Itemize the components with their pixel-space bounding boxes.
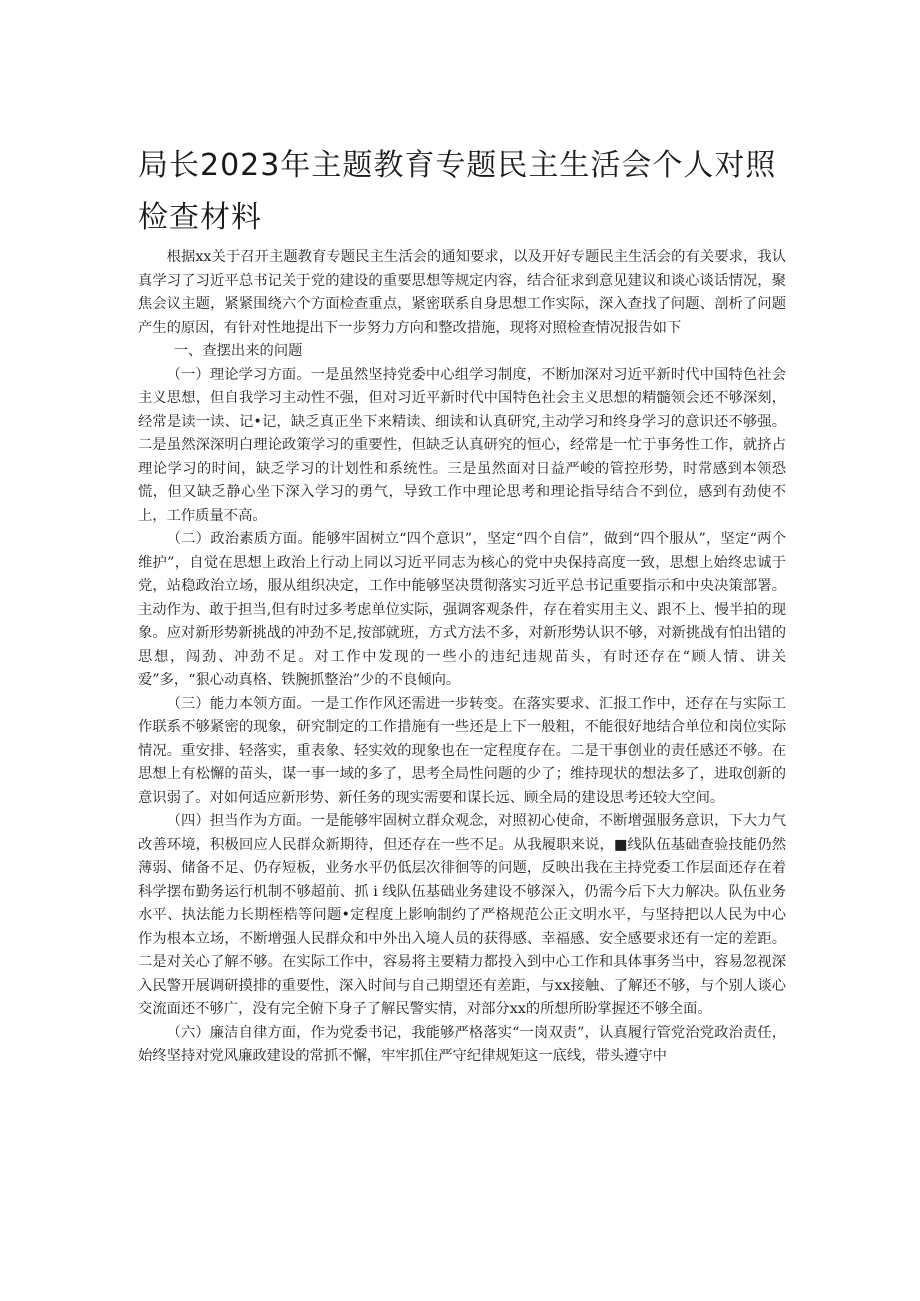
document-body	[138, 246, 786, 1069]
paragraph-ability: （三）能力本领方面。一是工作作风还需进一步转变。在落实要求、汇报工作中，还存在与实际工作联系不够紧密的现象，研究制定的工作措施有一些还是上下一般粗，不能很好地结合单位和岗位实际情况。重安排、轻落实，重表象、轻实效的现象也在一定程度存在。二是干事创业的责任感还不够。在思想上有松懈的苗头，谋一事一域的多了，思考全局性问题的少了；维持现状的想法多了，进取创新的意识弱了。对如何适应新形势、新任务的现实需要和谋长远、顾全局的建设思考还较大空间。	[138, 695, 786, 806]
paragraph-responsibility: （四）担当作为方面。一是能够牢固树立群众观念，对照初心使命，不断增强服务意识，下大力气改善环境，积极回应人民群众新期待，但还存在一些不足。从我履职来说，■线队伍基础查验技能仍然薄弱、储备不足、仍存短板，业务水平仍低层次徘徊等的问题，反映出我在主持党委工作层面还存在着科学摆布勤务运行机制不够超前、抓 i 线队伍基础业务建设不够深入，仍需今后下大力解决。队伍业务水平、执法能力长期桎梏等问题•定程度上影响制约了严格规范公正文明水平，与坚持把以人民为中心作为根本立场，不断增强人民群众和中外出入境人员的获得感、幸福感、安全感要求还有一定的差距。二是对关心了解不够。在实际工作中，容易将主要精力都投入到中心工作和具体事务当中，容易忽视深入民警开展调研摸排的重要性，深入时间与自己期望还有差距，与xx接触、了解还不够，与个别人谈心交流面还不够广，没有完全俯下身子了解民警实情，对部分xx的所想所盼掌握还不够全面。	[138, 813, 786, 1017]
paragraph-intro: 根据xx关于召开主题教育专题民主生活会的通知要求，以及开好专题民主生活会的有关要求，我认真学习了习近平总书记关于党的建设的重要思想等规定内容，结合征求到意见建议和谈心谈话情况，聚焦会议主题，紧紧围绕六个方面检查重点，紧密联系自身思想工作实际，深入查找了问题、剖析了问题产生的原因，有针对性地提出下一步努力方向和整改措施，现将对照检查情况报告如下	[138, 249, 786, 336]
paragraph-political-quality: （二）政治素质方面。能够牢固树立“四个意识”，坚定“四个自信”，做到“四个服从”，坚定“两个维护”，自觉在思想上政治上行动上同以习近平同志为核心的党中央保持高度一致，思想上始终忠诚于党，站稳政治立场，服从组织决定，工作中能够坚决贯彻落实习近平总书记重要指示和中央决策部署。主动作为、敢于担当,但有时过多考虑单位实际，强调客观条件，存在着实用主义、跟不上、慢半拍的现象。应对新形势新挑战的冲劲不足,按部就班，方式方法不多，对新形势认识不够，对新挑战有怕出错的思想，闯劲、冲劲不足。对工作中发现的一些小的违纪违规苗头，有时还存在“顾人情、讲关爱”多，“狠心动真格、铁腕抓整治”少的不良倾向。	[138, 531, 786, 688]
paragraph-integrity: （六）廉洁自律方面，作为党委书记，我能够严格落实“一岗双责”，认真履行管党治党政治责任，始终坚持对党风廉政建设的常抓不懈，牢牢抓住严守纪律规矩这一底线，带头遵守中	[138, 1024, 786, 1064]
paragraph-theory-study: （一）理论学习方面。一是虽然坚持党委中心组学习制度，不断加深对习近平新时代中国特色社会主义思想，但自我学习主动性不强，但对习近平新时代中国特色社会主义思想的精髓领会还不够深刻，经常是读一读、记•记，缺乏真正坐下来精读、细读和认真研究,主动学习和终身学习的意识还不够强。二是虽然深深明白理论政策学习的重要性，但缺乏认真研究的恒心，经常是一忙于事务性工作，就挤占理论学习的时间，缺乏学习的计划性和系统性。三是虽然面对日益严峻的管控形势，时常感到本领恐慌，但又缺乏静心坐下深入学习的勇气，导致工作中理论思考和理论指导结合不到位，感到有劲使不上，工作质量不高。	[138, 366, 786, 524]
section-heading: 一、查摆出来的问题	[173, 343, 303, 359]
document-title: 局长2023年主题教育专题民主生活会个人对照检查材料	[138, 148, 777, 235]
